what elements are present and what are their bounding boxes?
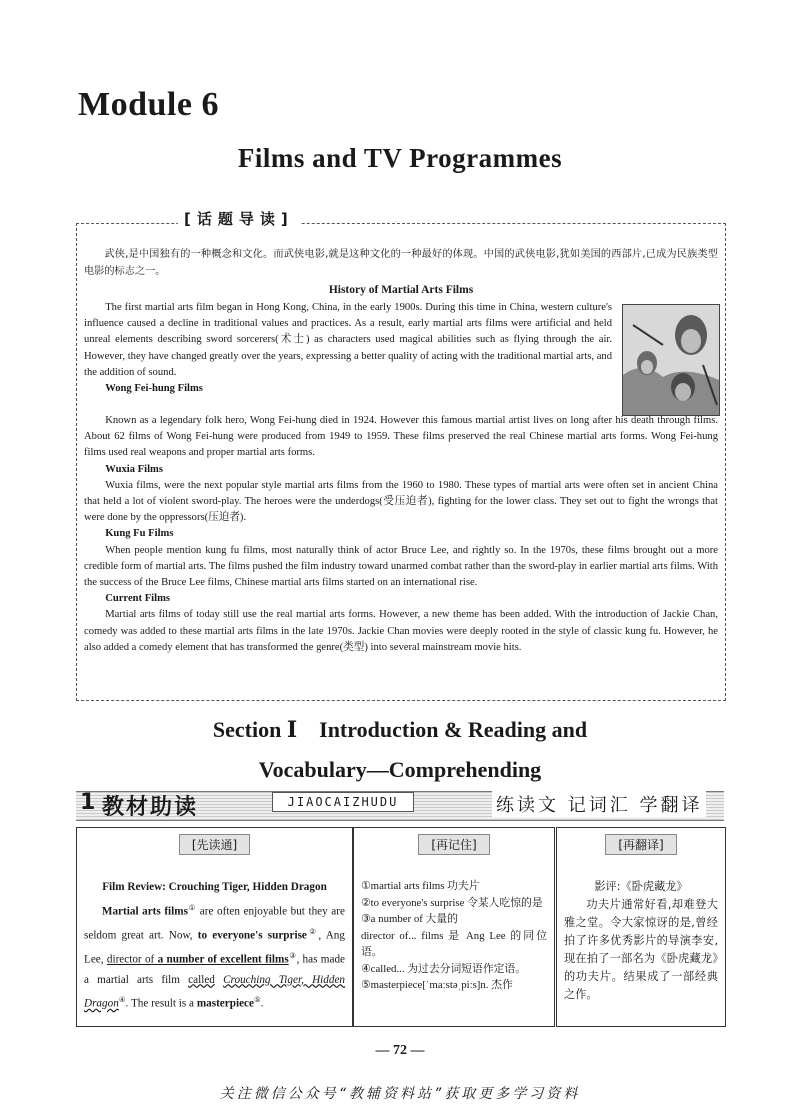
review-paragraph xyxy=(84,898,345,1015)
vocab-column xyxy=(353,827,555,1027)
text-run: . The result is a xyxy=(125,997,197,1010)
phrase-2: to everyone's surprise xyxy=(197,929,307,942)
section-title-line1: Section Ⅰ Introduction & Reading and xyxy=(212,717,588,742)
reading-column xyxy=(76,827,353,1027)
translation-column xyxy=(556,827,726,1027)
page-number: — 72 — xyxy=(375,1043,425,1058)
translation-title: 影评:《卧虎藏龙》 xyxy=(594,880,688,893)
banner-pinyin: JIAOCAIZHUDU xyxy=(272,792,414,812)
phrase-4-start: called xyxy=(188,973,215,986)
module-title: Module 6 xyxy=(78,86,219,123)
section-title-line2: Vocabulary—Comprehending xyxy=(258,757,542,782)
review-title: Film Review: Crouching Tiger, Hidden Dragon xyxy=(102,881,327,893)
phrase-1: Martial arts films xyxy=(101,905,188,918)
vocab-item: ①martial arts films 功夫片 xyxy=(361,880,480,892)
intro-paragraph: The first martial arts film began in Hong Kong, China, in the early 1900s. During this time in China, western culture's influence caused a decline in traditional values and practices. As a result, early martial arts films were artificial and held unreal elements describing sword sorcerers(术士) as characters used magical abilities such as flying through the air. However, they have changed greatly over the years, expressing a better quality of acting with the traditional martial arts, and the addition of sound. xyxy=(84,302,612,378)
banner-label: 教材助读 xyxy=(102,795,199,820)
banner-number: 1 xyxy=(80,790,96,815)
phrase-3: a number of excellent films xyxy=(157,953,289,966)
vocab-item: ⑤masterpiece[ˈmaːstəˌpiːs]n. 杰作 xyxy=(361,979,513,991)
vocab-item: ③a number of 大量的 xyxy=(361,913,458,925)
vocab-column-label: [再记住] xyxy=(418,834,489,855)
article-title: History of Martial Arts Films xyxy=(328,284,474,296)
banner-tagline: 练读文 记词汇 学翻译 xyxy=(492,791,706,817)
note-4: ④ xyxy=(118,995,126,1005)
phrase-5: masterpiece xyxy=(196,997,254,1010)
film-still-image xyxy=(622,304,720,416)
note-1: ① xyxy=(187,902,197,912)
note-5: ⑤ xyxy=(253,995,261,1005)
topic-intro-heading: [话题导读] xyxy=(178,208,300,229)
note-3: ③ xyxy=(288,951,297,961)
translation-text xyxy=(564,878,718,1004)
reading-text xyxy=(84,878,345,1015)
text-run: , Ang Lee, xyxy=(84,929,345,966)
reading-column-label: [先读通] xyxy=(179,834,250,855)
intro-body xyxy=(84,246,718,298)
subheading-current: Current Films xyxy=(105,593,171,605)
film-still-illustration xyxy=(623,305,719,415)
translation-body: 功夫片通常好看,却难登大雅之堂。令大家惊讶的是,曾经拍了许多优秀影片的导演李安,现在拍了一部名为《卧虎藏龙》的功夫片。结果成了一部经典之作。 xyxy=(564,898,718,1001)
vocab-column-head xyxy=(354,834,554,855)
vocab-notes xyxy=(361,878,547,994)
vocab-item: director of... films 是 Ang Lee 的同位语。 xyxy=(361,929,547,958)
vocab-item: ②to everyone's surprise 令某人吃惊的是 xyxy=(361,896,543,909)
film-title: Crouching Tiger, Hidden Dragon xyxy=(84,973,345,1010)
intro-rest xyxy=(84,413,718,656)
page-title: Films and TV Programmes xyxy=(237,143,563,173)
reading-column-head xyxy=(77,834,352,855)
intro-para-1-wrap xyxy=(84,300,612,397)
section-title xyxy=(0,710,800,790)
intro-paragraph: When people mention kung fu films, most naturally think of actor Bruce Lee, and rightly so. In the 1970s, these films brought out a more credible form of martial arts. The films pushed the film industry toward unarmed combat rather than the sword-play in earlier martial arts films. With the success of the Bruce Lee films, Chinese martial arts films started on an international rise. xyxy=(84,544,718,589)
chinese-lead: 武侠,是中国独有的一种概念和文化。而武侠电影,就是这种文化的一种最好的体现。中国的武侠电影,犹如美国的西部片,已成为民族类型电影的标志之一。 xyxy=(84,249,718,277)
subheading-kung-fu: Kung Fu Films xyxy=(105,528,174,540)
text-run: . xyxy=(260,997,264,1010)
intro-paragraph: Martial arts films of today still use the real martial arts forms. However, a new theme has been added. With the introduction of Jackie Chan, comedy was added to these martial arts films in the late 1970s. Jackie Chan movies were deeply rooted in the style of classic kung fu. However, he also added a comedy element that has transformed the genre(类型) into several mainstream movie hits. xyxy=(84,609,718,653)
subheading-wong-fei-hung: Wong Fei-hung Films xyxy=(105,383,203,395)
intro-paragraph: Known as a legendary folk hero, Wong Fei-hung died in 1924. However this famous martial artist lives on long after his death through films. About 62 films of Wong Fei-hung were produced from 1949 to 1959. These films preserved the real Chinese martial arts forms. Wong Fei-hung films used real weapons and proper martial arts forms. xyxy=(84,415,718,459)
vocab-item: ④called... 为过去分词短语作定语。 xyxy=(361,962,527,975)
footer-note: 关注微信公众号“教辅资料站”获取更多学习资料 xyxy=(219,1086,581,1102)
translation-column-head xyxy=(557,834,725,855)
subheading-wuxia: Wuxia Films xyxy=(105,463,163,475)
translation-column-label: [再翻译] xyxy=(605,834,676,855)
text-run: are often enjoyable but they are seldom great art. Now, xyxy=(84,905,345,942)
text-run: , has made a martial arts film xyxy=(84,953,346,986)
note-2: ② xyxy=(306,926,319,936)
appositive-start: director of xyxy=(106,953,158,966)
intro-paragraph: Wuxia films, were the next popular style martial arts films from the 1960 to 1980. These types of martial arts were often set in ancient China that held a lot of violent sword-play. The heroes were the underdogs(受压迫者), fighting for the lower class. They set out to fight the wrongs that were done by the oppressors(压迫者). xyxy=(84,479,718,524)
